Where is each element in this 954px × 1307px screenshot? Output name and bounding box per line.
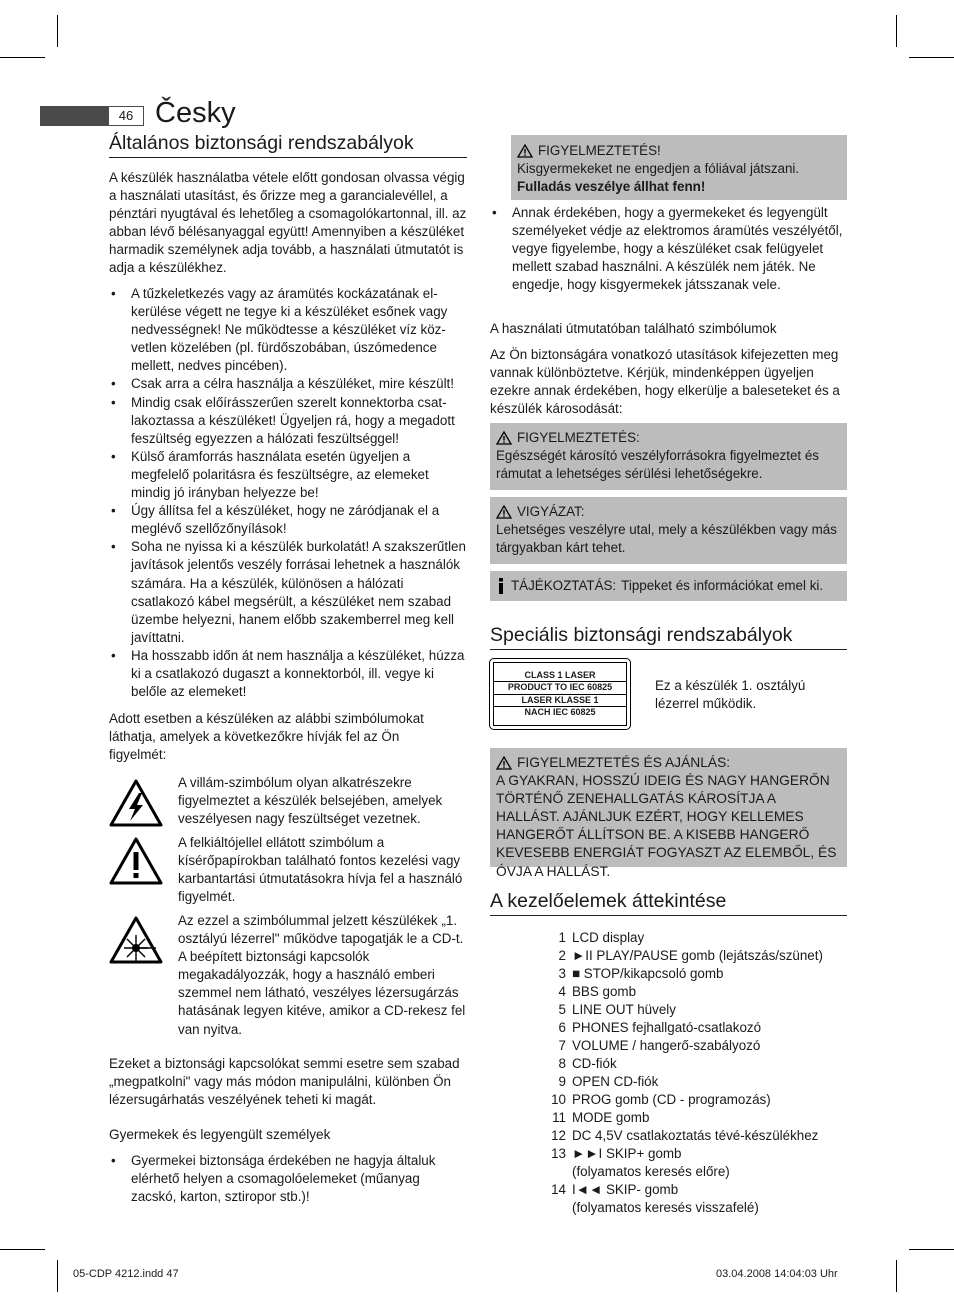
general-safety-heading: Általános biztonsági rendszabályok: [109, 131, 467, 158]
symbol-exclamation-text: A felkiáltójellel ellátott szimbólum a kísérőpapírokban található fontos kezelési vagy karbantartási útmutatásokra hívja fel a használó figyelmét.: [178, 835, 463, 905]
warning-triangle-icon: [496, 756, 512, 770]
warning-title: FIGYELMEZTETÉS ÉS AJÁNLÁS:: [517, 755, 731, 770]
list-item: 14 I◄◄ SKIP- gomb (folyamatos keresés visszafelé): [551, 1182, 759, 1215]
caution-text: Lehetséges veszélyre utal, mely a készülékben vagy más tárgyakban kárt tehet.: [496, 522, 837, 556]
list-item: 11 MODE gomb: [552, 1110, 650, 1125]
warning-title: FIGYELMEZTETÉS:: [517, 430, 640, 445]
info-text: Tippeket és információkat emel ki.: [621, 578, 824, 593]
info-title: TÁJÉKOZTATÁS:: [511, 578, 617, 593]
symbol-laser-text: Az ezzel a szimbólummal jelzett készülékek „1. osztályú lézerrel" működve tapogatják le a CD-t. A beépített biztonsági kapcsolók megakadályozzák, hogy a használó emberi szemmel nem látható, veszélyes lézersugárzás hatásának legyen kitéve, amikor a CD-rekesz fel van nyitva.: [178, 913, 466, 1037]
list-item: • Gyermekei biztonsága érdekében ne hagyja általuk elérhető helyen a csomagolóelemeket (műanyag zacskó, karton, sztiropor stb.)!: [109, 1152, 467, 1206]
warning-box-foil: [511, 135, 847, 200]
warning-triangle-icon: [517, 144, 533, 158]
crop-mark: [0, 57, 45, 58]
list-item: • Annak érdekében, hogy a gyermekeket és legyengült személyeket védje az elektromos áramütés veszélyétől, vegye figyelembe, hogy a készüléket csak felügyelet mellett szabad használni. A készülék nem játék. Ne engedje, hogy kisgyermekek játsszanak vele.: [490, 204, 848, 294]
warning-box-health: [490, 423, 847, 490]
crop-mark: [57, 15, 58, 47]
crop-mark: [909, 57, 954, 58]
warning-box-volume: [490, 748, 847, 879]
lightning-warning-icon: [108, 778, 164, 828]
manual-symbols-text: Az Ön biztonságára vonatkozó utasítások kifejezetten meg vannak különböztetve. Kérjük, mindenképpen ügyeljen ezekre annak érdekében, hogy elkerülje a baleseteket és a készülék károsodását:: [490, 347, 840, 417]
list-item: 12 DC 4,5V csatlakoztatás tévé-készülékhez: [551, 1128, 819, 1143]
list-item: • Ha hosszabb időn át nem használja a készüléket, húzza ki a csatlakozó dugaszt a konnektorból, ill. vegye ki belőle az elemeket!: [109, 647, 467, 701]
list-item: 10 PROG gomb (CD - programozás): [551, 1092, 771, 1107]
list-item: • Csak arra a célra használja a készüléket, mire készült!: [109, 375, 467, 393]
crop-mark: [896, 1260, 897, 1292]
caution-title: VIGYÁZAT:: [517, 504, 585, 519]
safety-bullet-list: [109, 285, 467, 701]
children-protection-list: [490, 204, 848, 294]
list-item: 4 BBS gomb: [558, 984, 637, 999]
special-safety-heading: Speciális biztonsági rendszabályok: [490, 623, 847, 650]
laser-class-text: Ez a készülék 1. osztályú lézerrel működik.: [655, 678, 806, 712]
list-item: 3 ■ STOP/kikapcsoló gomb: [558, 966, 724, 981]
laser-label-line: CLASS 1 LASER: [494, 670, 626, 683]
controls-heading: A kezelőelemek áttekintése: [490, 889, 847, 916]
warning-text: Egészségét károsító veszélyforrásokra figyelmeztet és rámutat a lehetséges sérülési lehetőségekre.: [496, 448, 820, 482]
laser-label-line: PRODUCT TO IEC 60825: [494, 682, 626, 695]
exclamation-warning-icon: [108, 836, 164, 886]
general-safety-intro: A készülék használatba vétele előtt gondosan olvassa végig a használati utasítást, és őrizze meg a garancialevéllel, a pénztári nyugtával és lehetőleg a csomagolókartonnal, ill. az abban lévő bélésanyaggal együtt! Amennyiben a készüléket harmadik személynek adja tovább, a használati útmutatót is adja a készülékhez.: [109, 170, 467, 276]
warning-triangle-icon: [496, 505, 512, 519]
footer-date: 03.04.2008 14:04:03 Uhr: [716, 1268, 838, 1280]
children-bullet-list: [109, 1152, 467, 1206]
laser-label-line: LASER KLASSE 1: [494, 695, 626, 708]
warning-text: A GYAKRAN, HOSSZÚ IDEIG ÉS NAGY HANGERŐN TÖRTÉNŐ ZENEHALLGATÁS KÁROSÍTJA A HALLÁST. AJÁNLJUK EZÉRT, HOGY KELLEMES HANGERŐT ÁLLÍTSON BE. A KISEBB HANGERŐ KEVESEBB ENERGIÁT FOGYASZT AZ ELEMBŐL, ÉS ÓVJA A HALLÁST.: [496, 773, 837, 879]
children-heading: Gyermekek és legyengült személyek: [109, 1127, 331, 1142]
warning-text: Kisgyermekeket ne engedjen a fóliával játszani.: [517, 161, 800, 177]
list-item: • Úgy állítsa fel a készüléket, hogy ne záródjanak el a meglévő szellőzőnyílások!: [109, 502, 467, 538]
crop-mark: [896, 15, 897, 47]
list-item: 2 ►II PLAY/PAUSE gomb (lejátszás/szünet): [558, 948, 823, 963]
laser-class-label: [489, 658, 631, 730]
list-item: 7 VOLUME / hangerő-szabályozó: [558, 1038, 761, 1053]
manual-symbols-heading: A használati útmutatóban található szimbólumok: [490, 321, 777, 336]
list-item: 9 OPEN CD-fiók: [558, 1074, 659, 1089]
list-item: 5 LINE OUT hüvely: [558, 1002, 676, 1017]
symbols-intro: Adott esetben a készüléken az alábbi szimbólumokat láthatja, amelyek a következőkre hívják fel az Ön figyelmét:: [109, 711, 424, 763]
caution-box: [490, 497, 847, 564]
warning-title: FIGYELMEZTETÉS!: [538, 143, 661, 158]
page-number: 46: [108, 106, 144, 126]
list-item: • Mindig csak előírásszerűen szerelt konnektorba csatlakoztassa a készüléket! Ügyeljen rá, hogy a megadott feszültség egyezzen a hálózati feszültséggel!: [109, 394, 467, 448]
list-item: 13 ►►I SKIP+ gomb (folyamatos keresés előre): [551, 1146, 730, 1179]
list-item: • A tűzkeletkezés vagy az áramütés kockázatának elkerülése végett ne tegye ki a készüléket esőnek vagy nedvességnek! Ne működtesse a készüléket víz közvetlen közelében (pl. fürdőszobában, úszómedence mellett, nedves pincében).: [109, 285, 467, 375]
warning-text-bold: Fulladás veszélye állhat fenn!: [517, 179, 706, 195]
list-item: 6 PHONES fejhallgató-csatlakozó: [558, 1020, 762, 1035]
controls-list: [548, 929, 848, 1217]
laser-warning-icon: [108, 915, 164, 965]
list-item: • Külső áramforrás használata esetén ügyeljen a megfelelő polaritásra és feszültségre, az elemeket mindig jó irányban helyezze be!: [109, 448, 467, 502]
crop-mark: [57, 1260, 58, 1292]
safety-switches-text: Ezeket a biztonsági kapcsolókat semmi esetre sem szabad „megpatkolni" vagy más módon manipulálni, különben Ön lézersugárhatás veszélyének teheti ki magát.: [109, 1056, 460, 1108]
info-box: [490, 571, 847, 601]
page-language-title: Česky: [155, 97, 236, 129]
info-icon: [496, 578, 506, 594]
list-item: 8 CD-fiók: [558, 1056, 617, 1071]
crop-mark: [909, 1249, 954, 1250]
warning-triangle-icon: [496, 431, 512, 445]
crop-mark: [0, 1249, 45, 1250]
list-item: • Soha ne nyissa ki a készülék burkolatát! A szakszerűtlen javítások jelentős veszély forrásai lehetnek a használók számára. Ha a készülék, különösen a hálózati csatlakozó kábel megsérült, a készüléket nem szabad üzembe helyezni, hanem előbb szakemberrel meg kell javíttatni.: [109, 538, 467, 647]
laser-label-line: NACH IEC 60825: [524, 707, 596, 717]
footer-file-name: 05-CDP 4212.indd 47: [73, 1268, 179, 1280]
symbol-lightning-text: A villám-szimbólum olyan alkatrészekre figyelmeztet a készülék belsejében, amelyek veszélyesen nagy feszültséget vezetnek.: [178, 775, 443, 827]
list-item: 1 LCD display: [558, 930, 645, 945]
